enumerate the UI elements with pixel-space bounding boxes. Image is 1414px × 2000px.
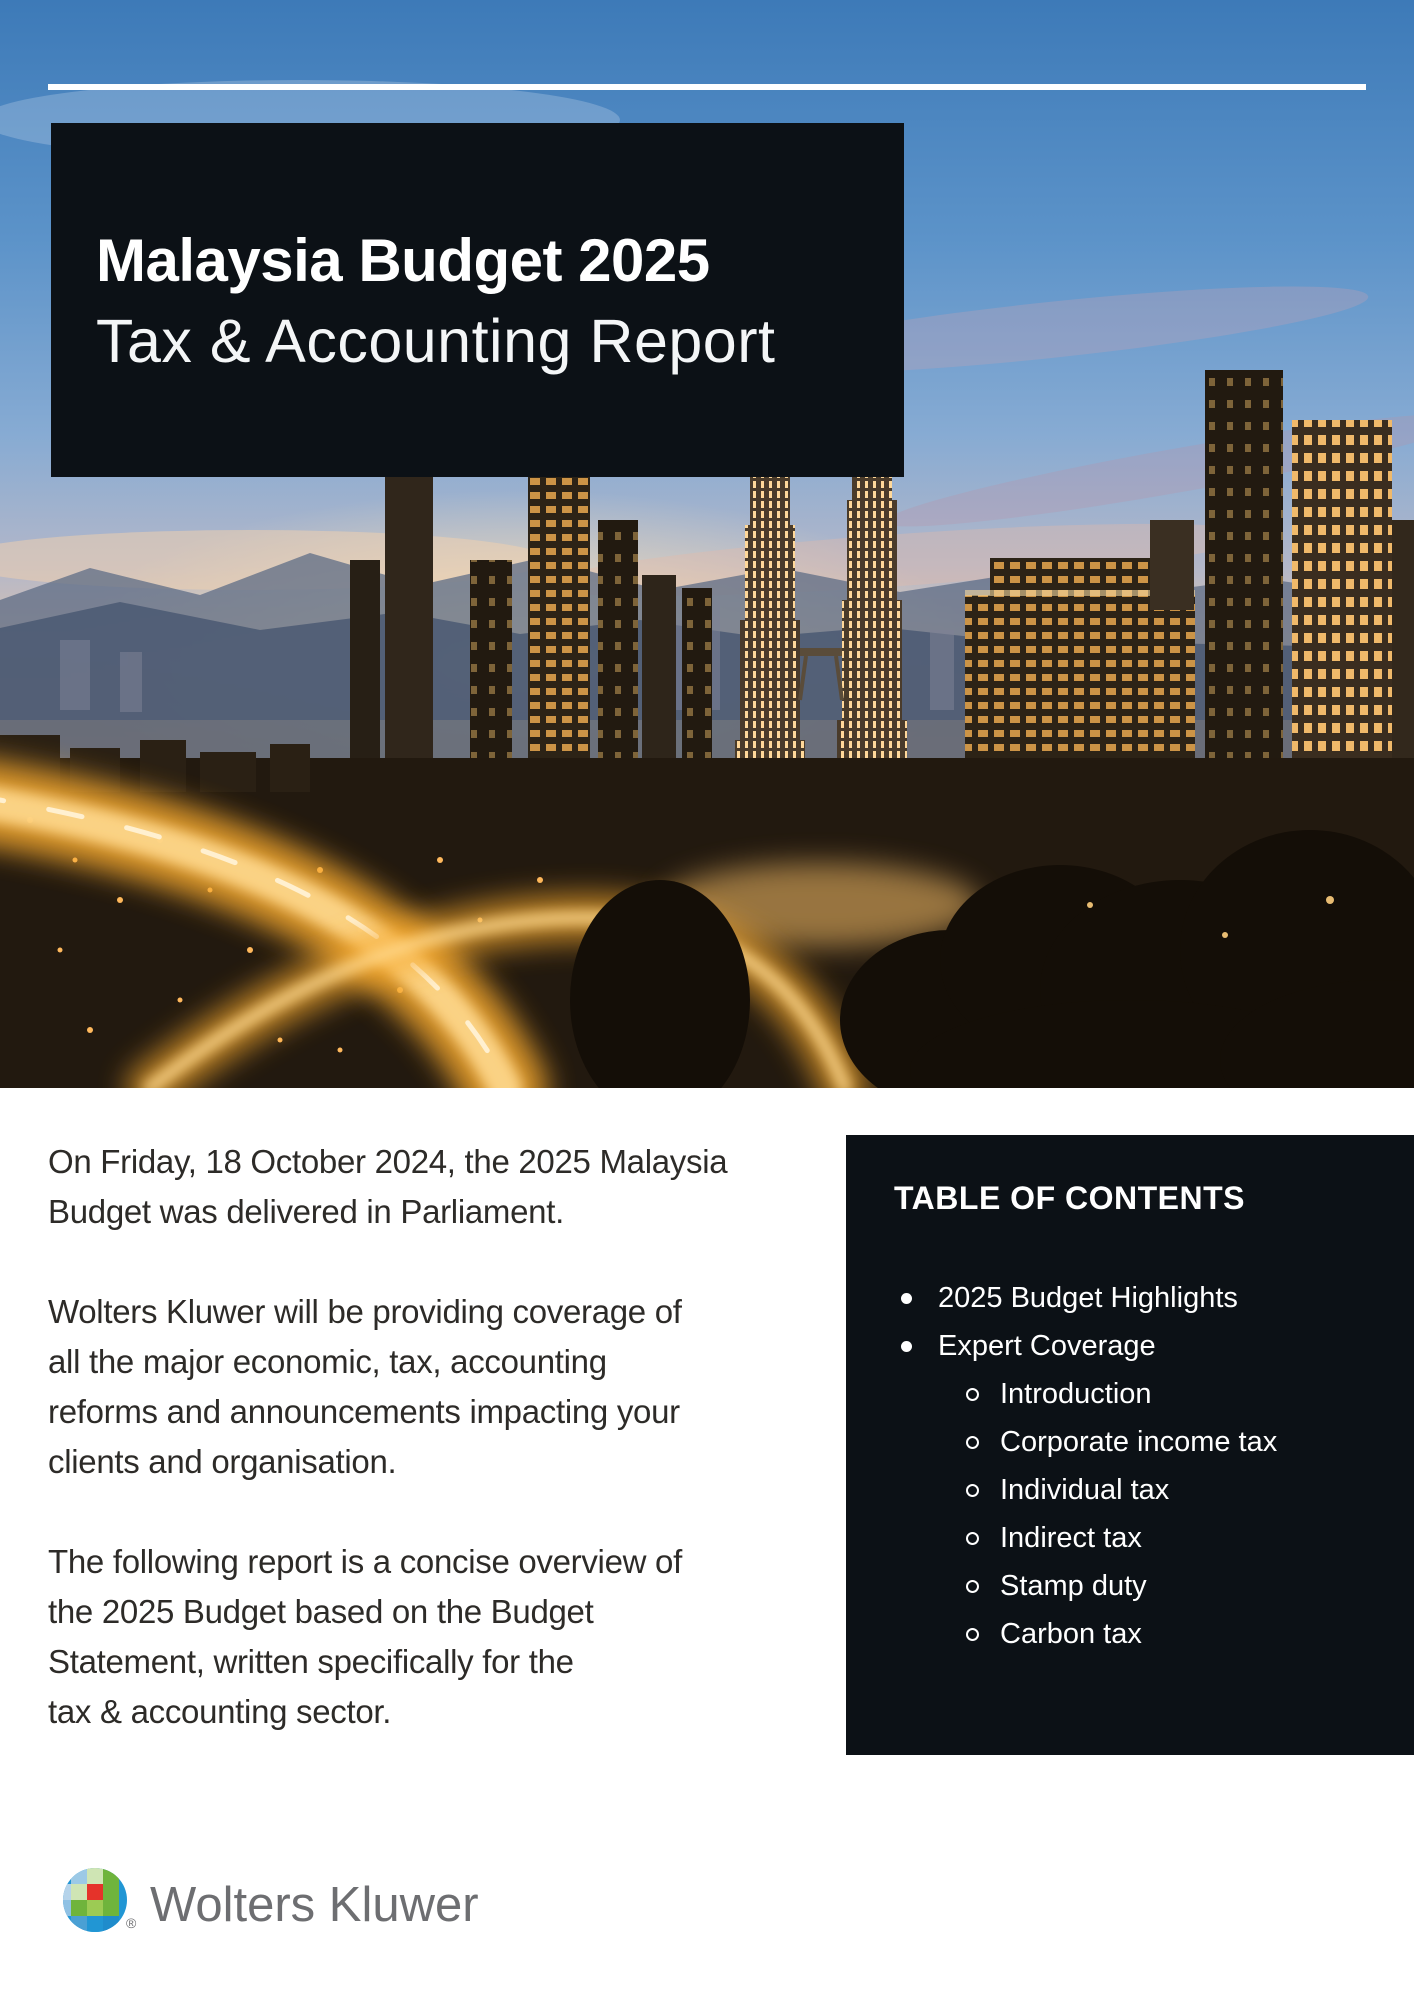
top-rule xyxy=(48,84,1366,90)
intro-text xyxy=(48,1137,727,1787)
text-line: On Friday, 18 October 2024, the 2025 Malaysia xyxy=(48,1143,728,1180)
title-panel xyxy=(51,123,904,477)
report-title: Malaysia Budget 2025 xyxy=(96,227,710,294)
toc-subitem: Corporate income tax xyxy=(846,1418,1414,1466)
wolters-kluwer-logo xyxy=(63,1868,583,1948)
toc-item: Expert Coverage xyxy=(846,1322,1414,1370)
paragraph-3 xyxy=(48,1537,727,1737)
text-line: Budget was delivered in Parliament. xyxy=(48,1193,564,1230)
table-of-contents-panel xyxy=(846,1135,1414,1755)
text-line: reforms and announcements impacting your xyxy=(48,1393,680,1430)
text-line: the 2025 Budget based on the Budget xyxy=(48,1593,594,1630)
circle-bullet-icon xyxy=(966,1580,979,1593)
circle-bullet-icon xyxy=(966,1388,979,1401)
text-line: all the major economic, tax, accounting xyxy=(48,1343,607,1380)
toc-subitem: Stamp duty xyxy=(846,1562,1414,1610)
paragraph-1 xyxy=(48,1137,727,1237)
text-line: Wolters Kluwer will be providing coverage of xyxy=(48,1293,682,1330)
toc-header: TABLE OF CONTENTS xyxy=(894,1180,1245,1216)
paragraph-2 xyxy=(48,1287,727,1487)
bullet-icon xyxy=(901,1293,912,1304)
toc-subitem: Indirect tax xyxy=(846,1514,1414,1562)
toc-subitem: Carbon tax xyxy=(846,1610,1414,1658)
text-line: clients and organisation. xyxy=(48,1443,397,1480)
text-line: tax & accounting sector. xyxy=(48,1693,392,1730)
toc-item: 2025 Budget Highlights xyxy=(846,1274,1414,1322)
circle-bullet-icon xyxy=(966,1628,979,1641)
bullet-icon xyxy=(901,1341,912,1352)
toc-subitem: Introduction xyxy=(846,1370,1414,1418)
circle-bullet-icon xyxy=(966,1436,979,1449)
circle-bullet-icon xyxy=(966,1484,979,1497)
wolters-kluwer-mosaic-globe-icon xyxy=(63,1868,127,1932)
report-subtitle: Tax & Accounting Report xyxy=(96,307,776,375)
text-line: Statement, written specifically for the xyxy=(48,1643,574,1680)
toc-subitem: Individual tax xyxy=(846,1466,1414,1514)
circle-bullet-icon xyxy=(966,1532,979,1545)
text-line: The following report is a concise overview of xyxy=(48,1543,682,1580)
toc-list xyxy=(846,1274,1414,1658)
registered-trademark-symbol: ® xyxy=(126,1915,137,1931)
logo-wordmark: Wolters Kluwer xyxy=(150,1878,479,1932)
